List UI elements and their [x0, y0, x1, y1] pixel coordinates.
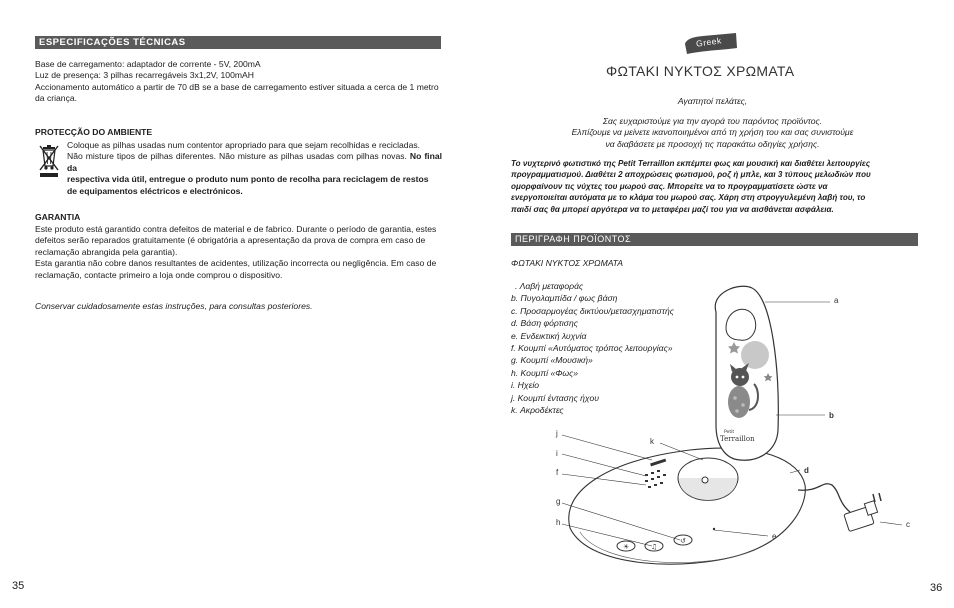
callout-k: k — [650, 437, 654, 446]
description-line: προγραμματισμού. Διαθέτει 2 αποχρώσεις φωτισμού, ροζ ή μπλε, και 3 τύπους μελωδιών που — [511, 170, 871, 180]
description-line: παιδί σας θα μπορεί αργότερα να το μεταφέρει μαζί του για να αισθάνεται ασφάλεια. — [511, 204, 834, 214]
part-item: h. Κουμπί «Φως» — [511, 367, 579, 378]
svg-text:↺: ↺ — [680, 537, 686, 545]
part-item: b. Πυγολαμπίδα / φως βάση — [511, 293, 618, 304]
page-number-right: 36 — [930, 582, 943, 594]
warranty-heading: GARANTIA — [35, 212, 81, 222]
callout-j: j — [556, 429, 558, 438]
spec-line: Luz de presença: 3 pilhas recarregáveis 3x1,2V, 100mAH — [35, 70, 254, 81]
env-line: Coloque as pilhas usadas num contentor apropriado para que sejam recolhidas e recicladas. — [67, 140, 421, 150]
product-name: ΦΩΤΑΚΙ ΝΥΚΤΟΣ ΧΡΩΜΑΤΑ — [511, 258, 623, 268]
part-item: i. Ηχείο — [511, 380, 540, 391]
description-line: Το νυχτερινό φωτιστικό της Petit Terraillon εκπέμπει φως και μουσική και διαθέτει λειτουργίες — [511, 159, 871, 168]
part-item: f. Κουμπί «Αυτόματος τρόπος λειτουργίας» — [511, 343, 673, 354]
callout-h: h — [556, 518, 561, 527]
part-item: k. Ακροδέκτες — [511, 405, 564, 416]
callout-c: c — [906, 520, 910, 529]
warranty-text — [35, 224, 442, 281]
product-section-heading: ΠΕΡΙΓΡΑΦΗ ΠΡΟΪΟΝΤΟΣ — [511, 233, 918, 246]
warranty-line: reclamação, contacte primeiro a loja onde comprou o dispositivo. — [35, 269, 283, 280]
spec-line: Base de carregamento: adaptador de corrente - 5V, 200mA — [35, 59, 261, 69]
description-line: ενεργοποιείται αυτόματα με το κλάμα του μωρού σας. Χάρη στη στρογγυλεμένη λαβή του, το — [511, 193, 866, 203]
svg-text:☀: ☀ — [623, 543, 630, 551]
callout-e: e — [772, 532, 777, 541]
part-item: d. Βάση φόρτισης — [511, 318, 578, 329]
language-tag-label: Greek — [695, 35, 723, 49]
spec-list — [35, 59, 445, 105]
page-title: ΦΩΤΑΚΙ ΝΥΚΤΟΣ ΧΡΩΜΑΤΑ — [606, 63, 795, 79]
intro-text — [500, 116, 925, 150]
env-line-text: Não misture tipos de pilhas diferentes. Não misture as pilhas usadas com pilhas novas. — [67, 151, 407, 162]
part-item: e. Ενδεικτική λυχνία — [511, 330, 587, 341]
warranty-line: Esta garantia não cobre danos resultantes de acidentes, utilização incorrecta ou negligência. Em caso de — [35, 258, 437, 269]
product-illustration — [540, 280, 920, 585]
svg-text:Terraillon: Terraillon — [720, 435, 755, 443]
callout-d: d — [804, 466, 809, 475]
part-item: c. Προσαρμογέας δικτύου/μετασχηματιστής — [511, 305, 674, 316]
intro-line: Ελπίζουμε να μείνετε ικανοποιημένοι από τη χρήση του και σας συνιστούμε — [571, 127, 854, 138]
part-item: . Λαβή μεταφοράς — [515, 281, 584, 291]
part-item: g. Κουμπί «Μουσική» — [511, 355, 593, 366]
spec-line: Accionamento automático a partir de 70 dB se a base de carregamento estiver situada a cerca de 1 metro — [35, 81, 439, 92]
callout-f: f — [556, 468, 559, 477]
env-bold-line: respectiva vida útil, entregue o produto num ponto de recolha para reciclagem de restos — [67, 174, 429, 185]
power-plug-icon — [844, 493, 881, 532]
keep-instructions-note: Conservar cuidadosamente estas instruções, para consultas posteriores. — [35, 301, 313, 311]
product-description — [511, 158, 931, 215]
greeting: Αγαπητοί πελάτες, — [677, 96, 748, 106]
page-number-left: 35 — [12, 580, 25, 592]
environment-heading: PROTECÇÃO DO AMBIENTE — [35, 127, 153, 137]
callout-b: b — [829, 411, 834, 420]
env-bold-line: de equipamentos eléctricos e electrónicos. — [67, 185, 243, 196]
callout-i: i — [556, 449, 558, 458]
environment-text — [67, 140, 442, 197]
warranty-line: Este produto está garantido contra defeitos de material e de fabrico. Durante o período de garantia, estes — [35, 224, 437, 234]
svg-text:Petit: Petit — [724, 430, 735, 435]
callout-a: a — [834, 296, 839, 305]
spec-line: da criança. — [35, 93, 78, 104]
callout-g: g — [556, 497, 561, 506]
spec-section-heading: ESPECIFICAÇÕES TÉCNICAS — [35, 36, 441, 49]
language-tag — [683, 32, 739, 56]
env-line — [67, 151, 442, 174]
intro-line: να διαβάσετε με προσοχή τις παρακάτω οδηγίες χρήσης. — [605, 138, 820, 149]
warranty-line: reclamação abrangida pela garantia). — [35, 246, 178, 257]
env-bold-start: No final da — [67, 151, 442, 173]
intro-line: Σας ευχαριστούμε για την αγορά του παρόντος προϊόντος. — [602, 116, 823, 126]
crossed-bin-icon — [37, 142, 61, 178]
warranty-line: defeitos serão reparados gratuitamente (é obrigatória a apresentação da prova de compra em caso de — [35, 235, 426, 246]
part-item: j. Κουμπί έντασης ήχου — [511, 392, 599, 403]
svg-text:♫: ♫ — [651, 543, 658, 551]
description-line: ομορφαίνουν τις νύχτες του μωρού σας. Μπορείτε να το προγραμματίσετε ώστε να — [511, 181, 828, 191]
